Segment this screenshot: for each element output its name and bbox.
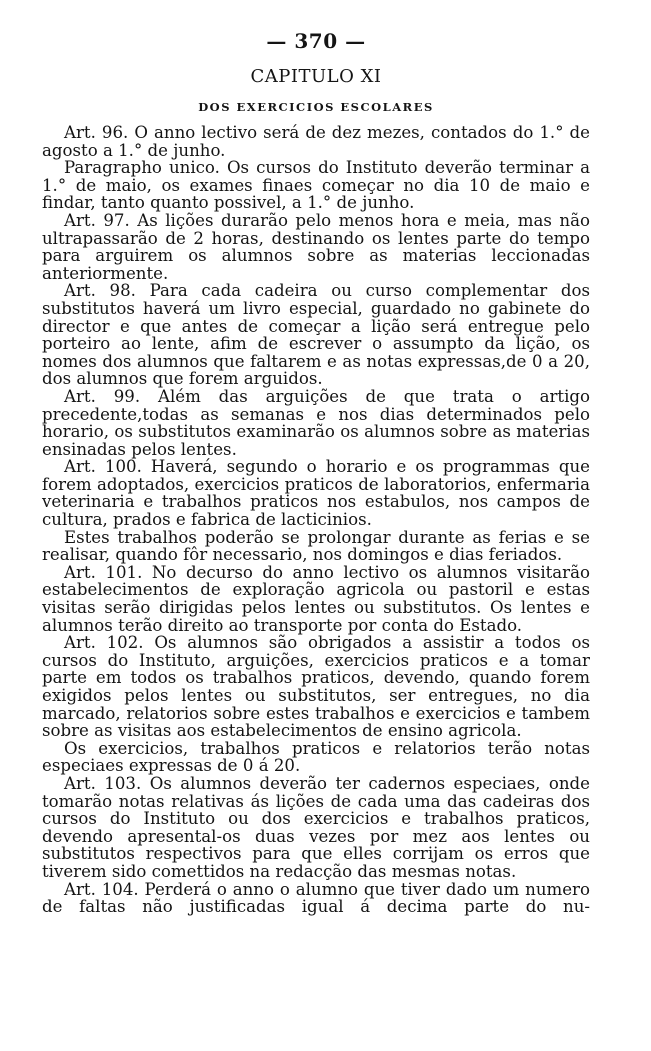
paragraph-art-99: Art. 99. Além das arguições de que trata o artigo precedente,todas as semanas e nos dias determinados pelo horario, os substitutos examinarão os alumnos sobre as materias ensinadas pelos lentes. <box>42 386 590 459</box>
paragraph-estes-trabalhos: Estes trabalhos poderão se prolongar durante as ferias e se realisar, quando fôr necessario, nos domingos e dias feriados. <box>42 527 590 565</box>
paragraph-os-exercicios: Os exercicios, trabalhos praticos e relatorios terão notas especiaes expressas de 0 á 20. <box>42 738 590 776</box>
paragraph-art-103: Art. 103. Os alumnos deverão ter cadernos especiaes, onde tomarão notas relativas ás lições de cada uma das cadeiras dos cursos do Instituto ou dos exercicios e trabalhos praticos, devendo apresental-os duas vezes por mez aos lentes ou substitutos respectivos para que elles corrijam os erros que tiverem sido comettidos na redacção das mesmas notas. <box>42 773 590 881</box>
paragraph-art-104: Art. 104. Perderá o anno o alumno que tiver dado um numero de faltas não justificadas igual á decima parte do nu- <box>42 879 590 917</box>
paragraph-art-96: Art. 96. O anno lectivo será de dez mezes, contados do 1.° de agosto a 1.° de junho. <box>42 123 590 160</box>
paragraph-art-100: Art. 100. Haverá, segundo o horario e os programmas que forem adoptados, exercicios praticos de laboratorios, enfermaria veterinaria e trabalhos praticos nos estabulos, nos campos de cultura, prados e fabrica de lacticinios. <box>42 457 590 530</box>
paragraph-art-102: Art. 102. Os alumnos são obrigados a assistir a todos os cursos do Instituto, arguições, exercicios praticos e a tomar parte em todos os trabalhos praticos, devendo, quando forem exigidos pelos lentes ou substitutos, ser entregues, no dia marcado, relatorios sobre estes trabalhos e exercicios e tambem sobre as visitas aos estabelecimentos de ensino agricola. <box>42 633 590 741</box>
chapter-title: CAPITULO XI <box>250 66 382 87</box>
paragraph-art-97: Art. 97. As lições durarão pelo menos hora e meia, mas não ultrapassarão de 2 horas, destinando os lentes parte do tempo para arguirem os alumnos sobre as materias leccionadas anteriormente. <box>42 210 590 283</box>
page-number: — 370 — <box>266 29 366 53</box>
document-page <box>42 28 590 1028</box>
section-title: DOS EXERCICIOS ESCOLARES <box>198 100 434 114</box>
paragraph-art-101: Art. 101. No decurso do anno lectivo os alumnos visitarão estabelecimentos de exploração agricola ou pastoril e estas visitas serão dirigidas pelos lentes ou substitutos. Os lentes e alumnos terão direito ao transporte por conta do Estado. <box>42 562 590 635</box>
body-text <box>42 124 590 916</box>
paragraph-paragrapho-unico: Paragrapho unico. Os cursos do Instituto deverão terminar a 1.° de maio, os exames finaes começar no dia 10 de maio e findar, tanto quanto possivel, a 1.° de junho. <box>42 158 590 213</box>
paragraph-art-98: Art. 98. Para cada cadeira ou curso complementar dos substitutos haverá um livro especial, guardado no gabinete do director e que antes de começar a lição será entregue pelo porteiro ao lente, afim de escrever o assumpto da lição, os nomes dos alumnos que faltarem e as notas expressas,de 0 a 20, dos alumnos que forem arguidos. <box>42 281 590 389</box>
